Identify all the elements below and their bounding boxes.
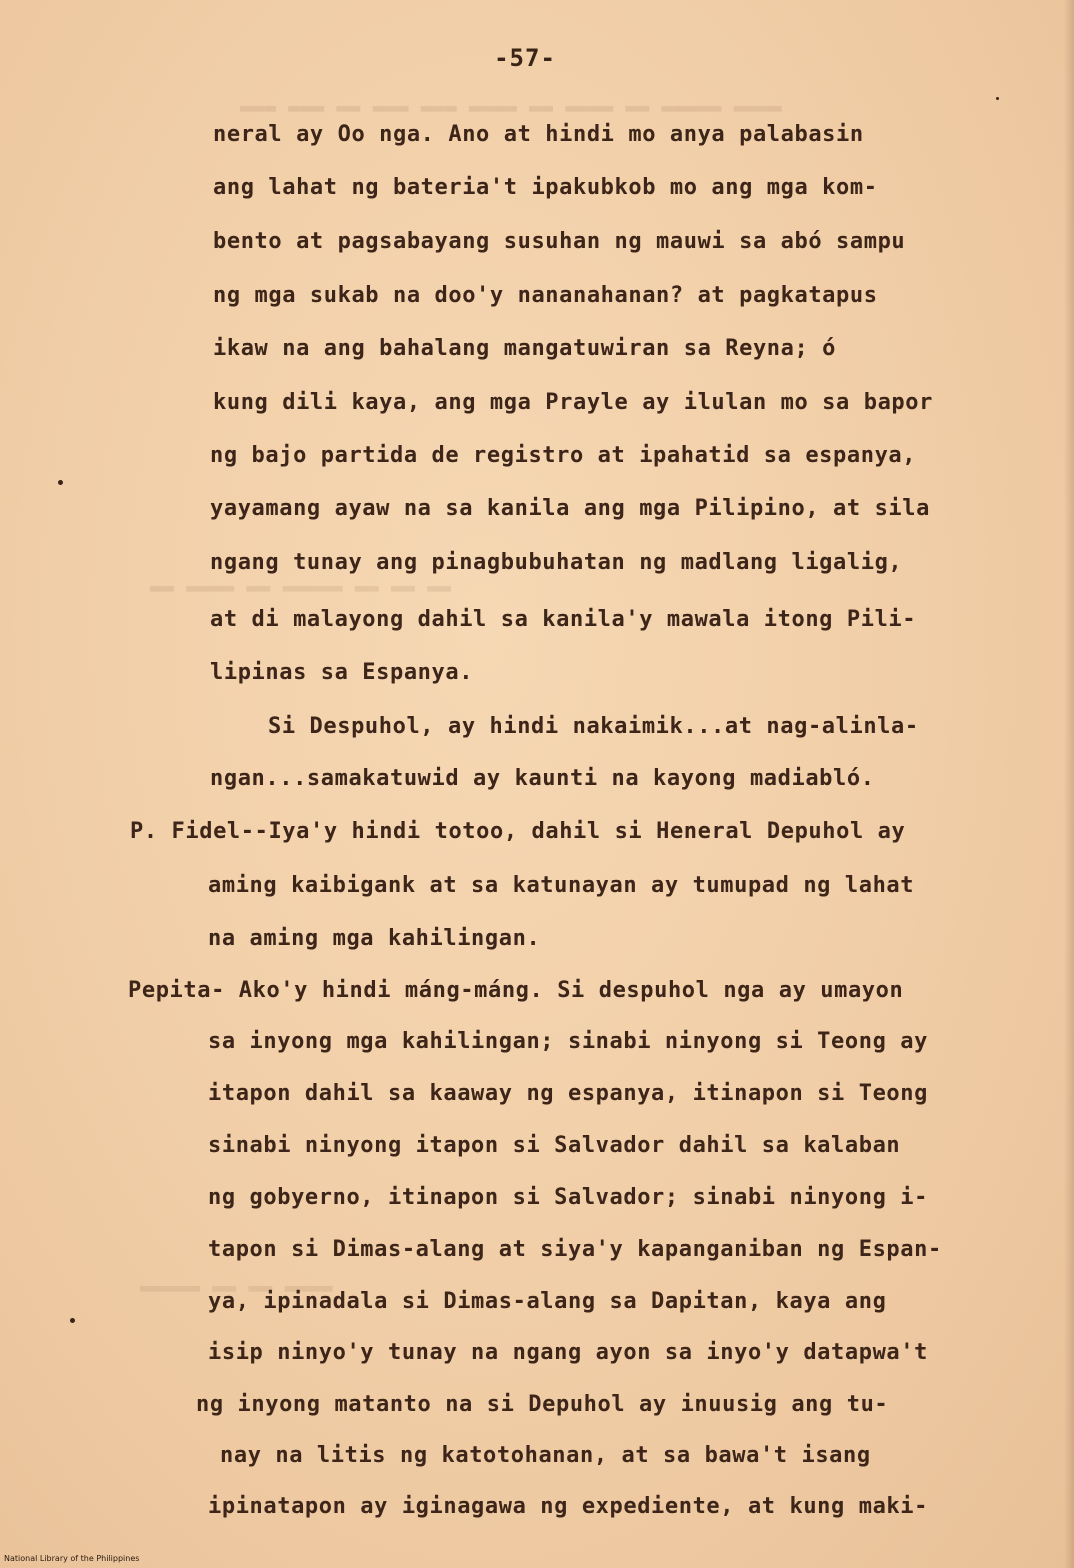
text-line: ya, ipinadala si Dimas-alang sa Dapitan, kaya ang [208,1289,887,1314]
text-line: P. Fidel--Iya'y hindi totoo, dahil si Heneral Depuhol ay [130,819,906,844]
page-number: -57- [494,44,556,72]
text-line: at di malayong dahil sa kanila'y mawala itong Pili- [210,607,917,632]
text-line: bento at pagsabayang susuhan ng mauwi sa abó sampu [213,229,906,254]
paper-speck [996,97,999,100]
text-line: na aming mga kahilingan. [208,926,541,951]
page-edge-shadow [1064,0,1074,1568]
text-line: ng bajo partida de registro at ipahatid sa espanya, [210,443,917,468]
text-line: ipinatapon ay iginagawa ng expediente, at kung maki- [208,1494,928,1519]
library-footer: National Library of the Philippines [4,1554,140,1563]
text-line: ang lahat ng bateria't ipakubkob mo ang mga kom- [213,175,878,200]
text-line: kung dili kaya, ang mga Prayle ay ilulan mo sa bapor [213,390,933,415]
text-line: aming kaibigank at sa katunayan ay tumupad ng lahat [208,873,915,898]
bleed-through-mark: ▬▬▬▬▬ ▬▬ ▬▬ ▬▬▬▬ [140,1275,333,1299]
text-line: sinabi ninyong itapon si Salvador dahil sa kalaban [208,1133,901,1158]
text-line: itapon dahil sa kaaway ng espanya, itinapon si Teong [208,1081,928,1106]
text-line: Pepita- Ako'y hindi máng-máng. Si despuhol nga ay umayon [128,978,904,1003]
bleed-through-mark: ▬▬▬ ▬▬▬ ▬▬ ▬▬▬ ▬▬▬ ▬▬▬▬ ▬▬ ▬▬▬▬ ▬▬ ▬▬▬▬▬ ▬▬▬▬ [240,95,782,119]
paper-speck [70,1318,75,1323]
text-line: ng inyong matanto na si Depuhol ay inuusig ang tu- [196,1392,889,1417]
text-line: ng gobyerno, itinapon si Salvador; sinabi ninyong i- [208,1185,928,1210]
text-line: lipinas sa Espanya. [210,660,474,685]
text-line: ng mga sukab na doo'y nananahanan? at pagkatapus [213,283,878,308]
bleed-through-mark: ▬▬ ▬▬▬▬ ▬▬ ▬▬▬▬▬ ▬▬ ▬▬ ▬▬ [150,575,452,599]
text-line: yayamang ayaw na sa kanila ang mga Pilipino, at sila [210,496,930,521]
paper-speck [58,480,63,485]
text-line: tapon si Dimas-alang at siya'y kapanganiban ng Espan- [208,1237,942,1262]
text-line: sa inyong mga kahilingan; sinabi ninyong si Teong ay [208,1029,928,1054]
text-line: isip ninyo'y tunay na ngang ayon sa inyo'y datapwa't [208,1340,928,1365]
text-line: ikaw na ang bahalang mangatuwiran sa Reyna; ó [213,336,837,361]
text-line: neral ay Oo nga. Ano at hindi mo anya palabasin [213,122,864,147]
text-line: Si Despuhol, ay hindi nakaimik...at nag-alinla- [268,714,919,739]
text-line: nay na litis ng katotohanan, at sa bawa't isang [220,1443,871,1468]
text-line: ngang tunay ang pinagbubuhatan ng madlang ligalig, [210,550,903,575]
text-line: ngan...samakatuwid ay kaunti na kayong madiabló. [210,766,875,791]
